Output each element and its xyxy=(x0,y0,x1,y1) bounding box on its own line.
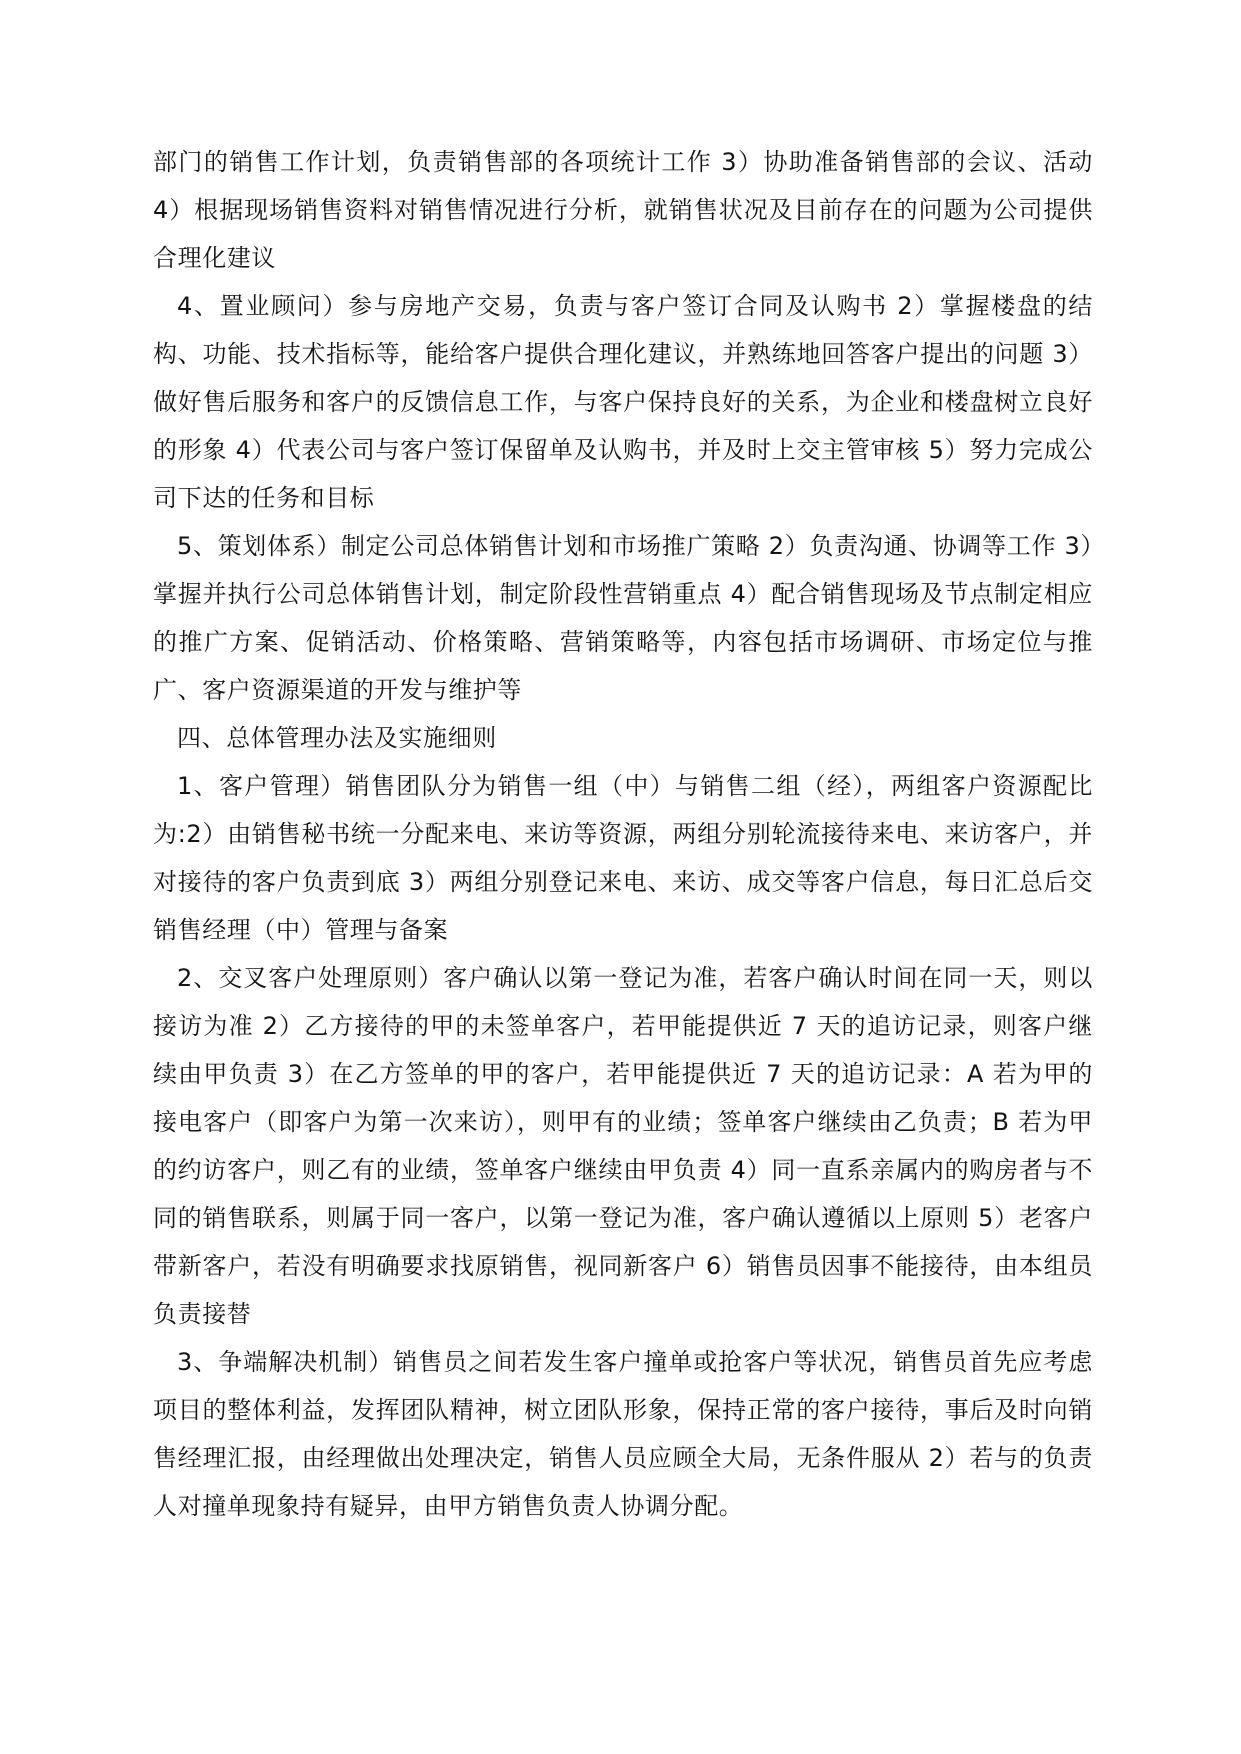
paragraph-sales-secretary-duties: 部门的销售工作计划，负责销售部的各项统计工作 3）协助准备销售部的会议、活动 4）根据现场销售资料对销售情况进行分析，就销售状况及目前存在的问题为公司提供合理化建议 xyxy=(153,148,1093,272)
paragraph-cross-customer-rules: 2、交叉客户处理原则）客户确认以第一登记为准，若客户确认时间在同一天，则以接访为准 2）乙方接待的甲的未签单客户，若甲能提供近 7 天的追访记录，则客户继续由甲负责 3）在乙方签单的甲的客户，若甲能提供近 7 天的追访记录：A 若为甲的接电客户（即客户为第一次来访），则甲有的业绩；签单客户继续由乙负责；B 若为甲的约访客户，则乙有的业绩，签单客户继续由甲负责 4）同一直系亲属内的购房者与不同的销售联系，则属于同一客户，以第一登记为准，客户确认遵循以上原则 5）老客户带新客户，若没有明确要求找原销售，视同新客户 6）销售员因事不能接待，由本组员负责接替 xyxy=(153,964,1093,1328)
paragraph-customer-management: 1、客户管理）销售团队分为销售一组（中）与销售二组（经），两组客户资源配比为:2）由销售秘书统一分配来电、来访等资源，两组分别轮流接待来电、来访客户，并对接待的客户负责到底 3）两组分别登记来电、来访、成交等客户信息，每日汇总后交销售经理（中）管理与备案 xyxy=(153,772,1093,944)
paragraph-planning-system: 5、策划体系）制定公司总体销售计划和市场推广策略 2）负责沟通、协调等工作 3）掌握并执行公司总体销售计划，制定阶段性营销重点 4）配合销售现场及节点制定相应的推广方案、促销活动、价格策略、营销策略等，内容包括市场调研、市场定位与推广、客户资源渠道的开发与维护等 xyxy=(153,532,1093,704)
document-body xyxy=(153,138,1093,1530)
section-heading-management-rules: 四、总体管理办法及实施细则 xyxy=(177,724,497,752)
paragraph-property-consultant: 4、置业顾问）参与房地产交易，负责与客户签订合同及认购书 2）掌握楼盘的结构、功能、技术指标等，能给客户提供合理化建议，并熟练地回答客户提出的问题 3）做好售后服务和客户的反馈信息工作，与客户保持良好的关系，为企业和楼盘树立良好的形象 4）代表公司与客户签订保留单及认购书，并及时上交主管审核 5）努力完成公司下达的任务和目标 xyxy=(153,292,1093,512)
paragraph-dispute-resolution: 3、争端解决机制）销售员之间若发生客户撞单或抢客户等状况，销售员首先应考虑项目的整体利益，发挥团队精神，树立团队形象，保持正常的客户接待，事后及时向销售经理汇报，由经理做出处理决定，销售人员应顾全大局，无条件服从 2）若与的负责人对撞单现象持有疑异，由甲方销售负责人协调分配。 xyxy=(153,1348,1093,1520)
